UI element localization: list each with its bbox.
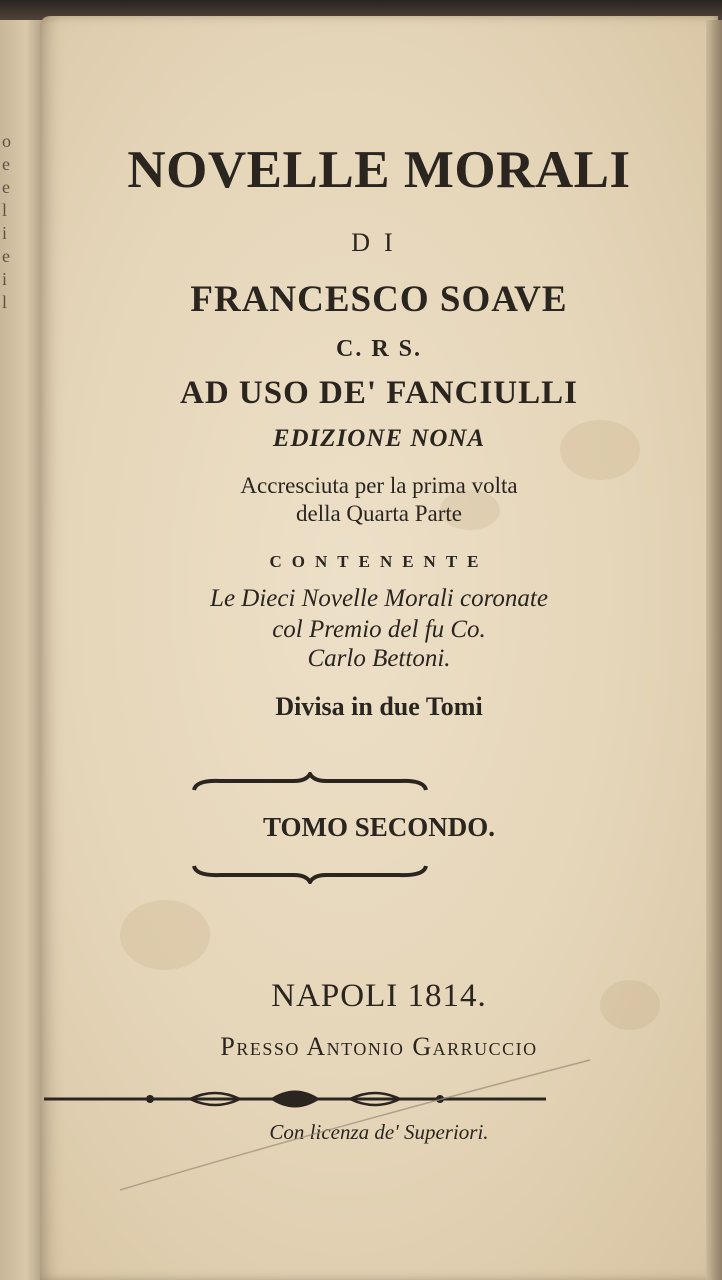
edition-label: EDIZIONE NONA — [272, 425, 486, 452]
author-order: C. R S. — [335, 336, 422, 362]
contents-line-2: col Premio del fu Co. — [272, 616, 486, 643]
bottom-brace-ornament — [190, 858, 430, 884]
contents-heading: CONTENENTE — [269, 552, 489, 571]
contents-line-3: Carlo Bettoni. — [307, 645, 451, 672]
foxing-spot — [120, 900, 210, 970]
intended-readers: AD USO DE' FANCIULLI — [179, 375, 579, 411]
publisher-line: Presso Antonio Garruccio — [220, 1032, 538, 1061]
title-di: DI — [351, 228, 407, 257]
license-line: Con licenza de' Superiori. — [269, 1120, 489, 1144]
page-scratch-line — [120, 1040, 600, 1200]
facing-page-letters: o e e l i e i l — [2, 131, 11, 312]
place-and-year: NAPOLI 1814. — [271, 978, 487, 1014]
contents-line-1: Le Dieci Novelle Morali coronate — [210, 585, 548, 612]
book-title: NOVELLE MORALI — [127, 141, 631, 199]
top-brace-ornament — [190, 772, 430, 798]
volume-division: Divisa in due Tomi — [275, 692, 483, 721]
augmentation-line-2: della Quarta Parte — [295, 501, 463, 526]
author-name: FRANCESCO SOAVE — [190, 279, 568, 320]
volume-number: TOMO SECONDO. — [262, 812, 496, 842]
augmentation-line-1: Accresciuta per la prima volta — [240, 473, 518, 498]
